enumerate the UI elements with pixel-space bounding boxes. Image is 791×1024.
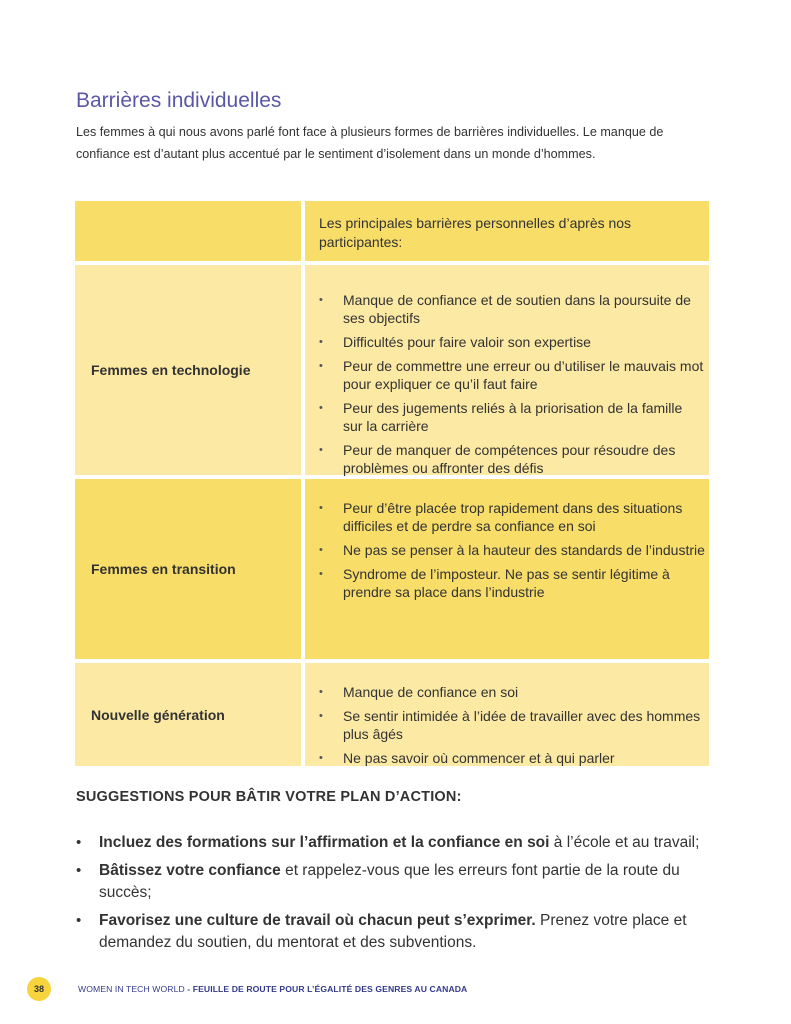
list-item: • Peur de manquer de compétences pour résoudre des problèmes ou affronter des défis bbox=[319, 442, 676, 476]
list-item: • Peur des jugements reliés à la priorisation de la famille sur la carrière bbox=[319, 400, 683, 434]
list-item: • Syndrome de l’imposteur. Ne pas se sentir légitime à prendre sa place dans l’industrie bbox=[319, 566, 670, 600]
table-header-row bbox=[75, 201, 709, 261]
row-items-cell bbox=[305, 663, 709, 766]
list-item: • Ne pas se penser à la hauteur des standards de l’industrie bbox=[319, 542, 705, 558]
row-label-cell bbox=[75, 265, 301, 475]
table-row bbox=[75, 663, 709, 766]
barrier-list bbox=[319, 291, 705, 477]
list-item: • Ne pas savoir où commencer et à qui parler bbox=[319, 750, 615, 766]
list-item: • Manque de confiance et de soutien dans la poursuite de ses objectifs bbox=[319, 292, 691, 326]
suggestion-text: et rappelez-vous que les erreurs font partie de la route du succès; bbox=[99, 862, 680, 901]
suggestion-text: à l’école et au travail; bbox=[549, 834, 700, 851]
suggestion-item: • Bâtissez votre confiance et rappelez-vous que les erreurs font partie de la route du succès; bbox=[76, 862, 680, 901]
list-item: • Peur d’être placée trop rapidement dans des situations difficiles et de perdre sa confiance en soi bbox=[319, 500, 683, 534]
list-item: • Peur de commettre une erreur ou d’utiliser le mauvais mot pour expliquer ce qu’il faut faire bbox=[319, 358, 704, 392]
list-item: • Se sentir intimidée à l’idée de travailler avec des hommes plus âgés bbox=[319, 708, 701, 742]
footer-subtitle: FEUILLE DE ROUTE POUR L’ÉGALITÉ DES GENRES AU CANADA bbox=[192, 984, 468, 994]
row-label: Nouvelle génération bbox=[91, 706, 225, 723]
page-number-badge: 38 bbox=[27, 977, 51, 1001]
suggestion-bold: Incluez des formations sur l’affirmation et la confiance en soi bbox=[99, 834, 550, 851]
section-title: Barrières individuelles bbox=[76, 89, 282, 113]
table-row bbox=[75, 479, 709, 659]
table-row bbox=[75, 265, 709, 475]
table-header-left bbox=[75, 201, 301, 261]
barrier-list bbox=[319, 499, 705, 601]
barrier-list bbox=[319, 683, 705, 767]
suggestion-text: Prenez votre place et demandez du soutien, du mentorat et des subventions. bbox=[99, 912, 687, 951]
footer-publication: WOMEN IN TECH WORLD bbox=[78, 984, 185, 994]
row-label: Femmes en transition bbox=[91, 561, 236, 577]
list-item: • Manque de confiance en soi bbox=[319, 684, 519, 700]
row-label-cell bbox=[75, 663, 301, 766]
row-items-cell bbox=[305, 479, 709, 659]
suggestion-item: • Incluez des formations sur l’affirmation et la confiance en soi à l’école et au travail; bbox=[76, 834, 700, 851]
intro-paragraph: Les femmes à qui nous avons parlé font face à plusieurs formes de barrières individuelles. Le manque de confiance est d’autant plus accentué par le sentiment d’isolement dans un monde d’hommes. bbox=[76, 125, 664, 161]
footer-running-title bbox=[78, 984, 467, 994]
suggestion-bold: Bâtissez votre confiance bbox=[99, 862, 281, 879]
row-label: Femmes en technologie bbox=[91, 362, 251, 378]
table-header-right bbox=[305, 201, 709, 261]
suggestions-title: SUGGESTIONS POUR BÂTIR VOTRE PLAN D’ACTION: bbox=[76, 789, 462, 805]
footer-separator: - bbox=[184, 984, 193, 994]
table-header-text: Les principales barrières personnelles d’après nos participantes: bbox=[319, 215, 632, 250]
row-items-cell bbox=[305, 265, 709, 475]
list-item: • Difficultés pour faire valoir son expertise bbox=[319, 334, 591, 350]
suggestion-item: • Favorisez une culture de travail où chacun peut s’exprimer. Prenez votre place et demandez du soutien, du mentorat et des subventions. bbox=[76, 912, 687, 951]
suggestion-bold: Favorisez une culture de travail où chacun peut s’exprimer. bbox=[99, 912, 536, 929]
suggestions-list bbox=[76, 832, 716, 960]
row-label-cell bbox=[75, 479, 301, 659]
